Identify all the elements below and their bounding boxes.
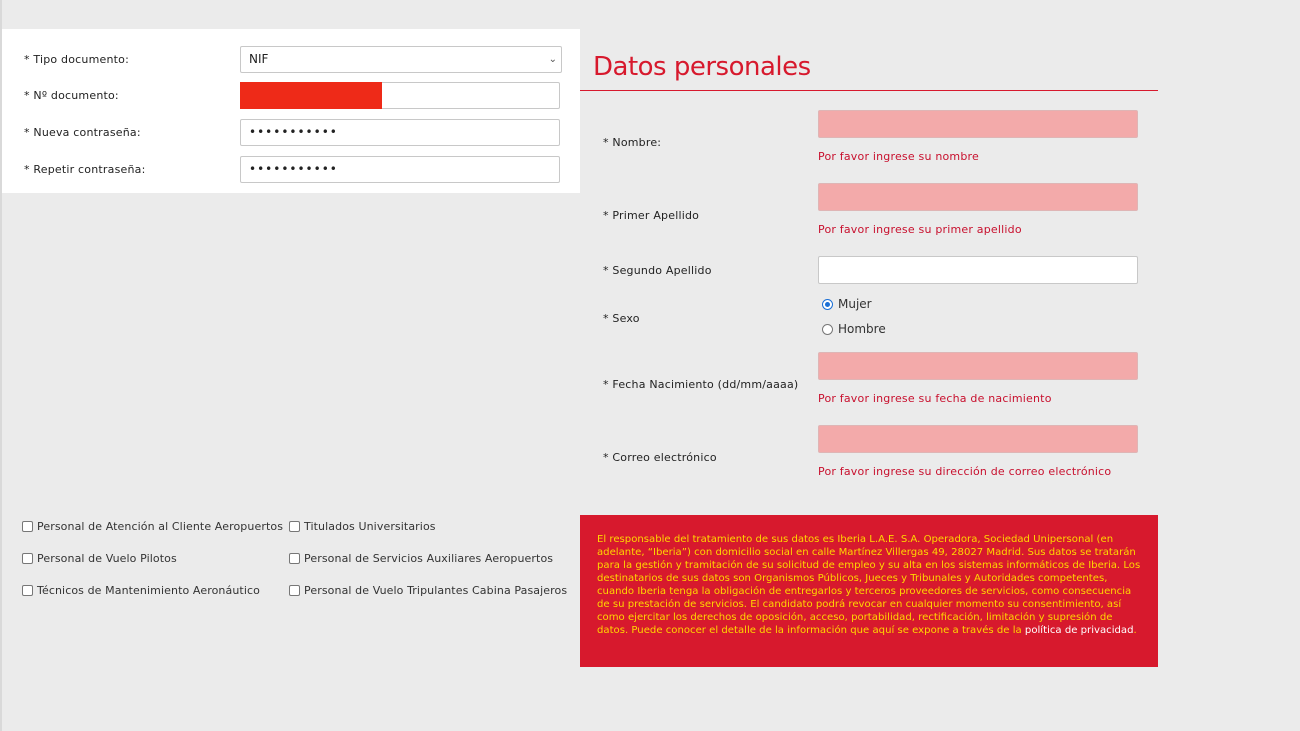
checkbox[interactable] — [289, 521, 300, 532]
correo-label: * Correo electrónico — [603, 451, 717, 464]
nombre-input[interactable] — [818, 110, 1138, 138]
radio-hombre-label: Hombre — [838, 322, 886, 336]
apellido2-label: * Segundo Apellido — [603, 264, 712, 277]
category-label: Titulados Universitarios — [304, 520, 436, 533]
fecha-input[interactable] — [818, 352, 1138, 380]
checkbox[interactable] — [22, 553, 33, 564]
apellido1-label: * Primer Apellido — [603, 209, 700, 222]
category-checkbox[interactable] — [289, 520, 436, 533]
category-label: Personal de Vuelo Tripulantes Cabina Pasajeros — [304, 584, 568, 597]
fecha-label: * Fecha Nacimiento (dd/mm/aaaa) — [603, 378, 799, 391]
doc-type-value: NIF — [249, 52, 269, 66]
checkbox[interactable] — [289, 553, 300, 564]
radio-mujer[interactable] — [822, 299, 833, 310]
category-label: Personal de Atención al Cliente Aeropuertos — [37, 520, 284, 533]
section-title: Datos personales — [593, 52, 811, 82]
checkbox[interactable] — [289, 585, 300, 596]
fecha-error: Por favor ingrese su fecha de nacimiento — [818, 392, 1052, 405]
category-label: Personal de Vuelo Pilotos — [37, 552, 177, 565]
privacy-policy-link[interactable]: política de privacidad — [1024, 625, 1134, 636]
category-label: Técnicos de Mantenimiento Aeronáutico — [37, 584, 260, 597]
sexo-option-mujer[interactable] — [822, 297, 872, 311]
apellido1-input[interactable] — [818, 183, 1138, 211]
checkbox[interactable] — [22, 585, 33, 596]
new-password-input[interactable]: ••••••••••• — [240, 119, 560, 146]
correo-error: Por favor ingrese su dirección de correo electrónico — [818, 465, 1112, 478]
nombre-label: * Nombre: — [603, 136, 662, 149]
redacted-value — [240, 82, 382, 109]
apellido2-input[interactable] — [818, 256, 1138, 284]
doc-type-select[interactable] — [240, 46, 562, 73]
repeat-password-label: * Repetir contraseña: — [24, 163, 146, 176]
repeat-password-row — [2, 156, 580, 184]
checkbox[interactable] — [22, 521, 33, 532]
nombre-error: Por favor ingrese su nombre — [818, 150, 979, 163]
sexo-label: * Sexo — [603, 312, 640, 325]
category-checkbox[interactable] — [289, 584, 567, 597]
category-label: Personal de Servicios Auxiliares Aeropuertos — [304, 552, 554, 565]
category-checkbox[interactable] — [289, 552, 553, 565]
category-checkbox[interactable] — [22, 584, 260, 597]
doc-type-label: * Tipo documento: — [24, 53, 129, 66]
sexo-option-hombre[interactable] — [822, 322, 886, 336]
doc-number-input[interactable] — [240, 82, 560, 109]
chevron-down-icon: ⌄ — [548, 54, 557, 65]
correo-input[interactable] — [818, 425, 1138, 453]
apellido1-error: Por favor ingrese su primer apellido — [818, 223, 1022, 236]
credentials-panel — [2, 29, 580, 193]
new-password-row — [2, 119, 580, 147]
category-checkbox[interactable] — [22, 520, 283, 533]
privacy-notice — [580, 515, 1158, 667]
doc-type-row — [2, 46, 580, 74]
radio-mujer-label: Mujer — [838, 297, 872, 311]
doc-number-label: * Nº documento: — [24, 89, 119, 102]
radio-hombre[interactable] — [822, 324, 833, 335]
category-checkbox[interactable] — [22, 552, 177, 565]
doc-number-row — [2, 82, 580, 110]
section-divider — [580, 90, 1158, 91]
privacy-notice-text: El responsable del tratamiento de sus datos es Iberia L.A.E. S.A. Operadora, Sociedad Unipersonal (en adelante, “Iberia”) con domicilio social en calle Martínez Villergas 49, 28027 Madrid. Sus datos se tratarán para la gestión y tramitación de su solicitud de empleo y su alta en los sistemas informáticos de Iberia. Los destinatarios de sus datos son Organismos Públicos, Jueces y Tribunales y Autoridades competentes, cuando Iberia tenga la obligación de entregarlos y terceros proveedores de servicios, como consecuencia de su prestación de servicios. El candidato podrá revocar en cualquier momento su consentimiento, así como ejercitar los derechos de oposición, acceso, portabilidad, rectificación, limitación y supresión de datos. Puede conocer el detalle de la información que aquí se expone a través de la — [597, 534, 1141, 636]
privacy-notice-end: . — [1133, 625, 1137, 636]
repeat-password-input[interactable]: ••••••••••• — [240, 156, 560, 183]
new-password-label: * Nueva contraseña: — [24, 126, 141, 139]
